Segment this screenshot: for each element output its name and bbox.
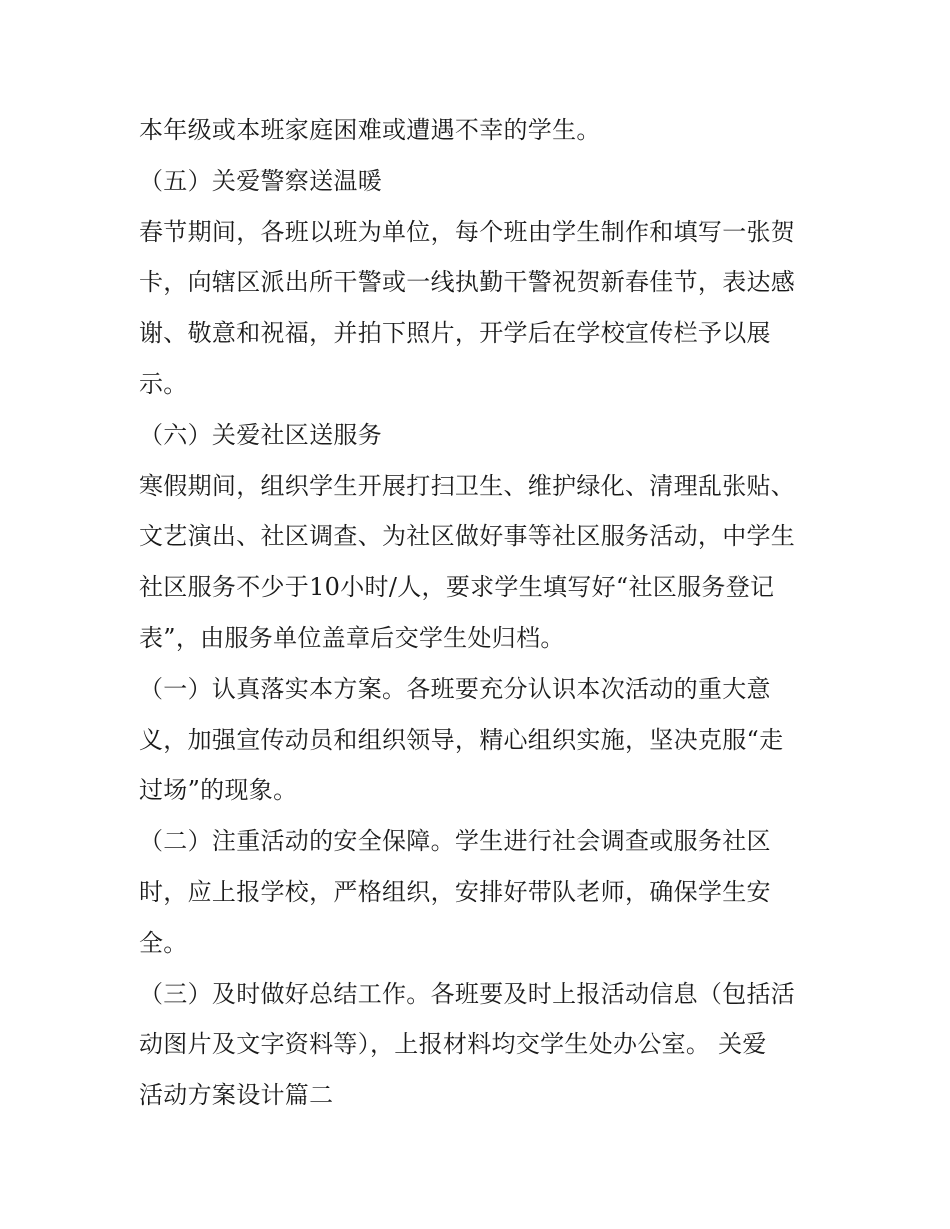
text-line: 表”，由服务单位盖章后交学生处归档。	[139, 623, 565, 652]
text-line: 时，应上报学校，严格组织，安排好带队老师，确保学生安	[139, 877, 771, 906]
text-line: （三）及时做好总结工作。各班要及时上报活动信息（包括活	[139, 979, 796, 1008]
text-line: 全。	[139, 928, 188, 957]
text-line: 文艺演出、社区调查、为社区做好事等社区服务活动，中学生	[139, 522, 796, 551]
section-heading: （五）关爱警察送温暖	[139, 166, 382, 195]
text-line: 春节期间，各班以班为单位，每个班由学生制作和填写一张贺	[139, 217, 796, 246]
text-line: 义，加强宣传动员和组织领导，精心组织实施，坚决克服“走	[139, 725, 784, 754]
document-body	[139, 105, 819, 1121]
text-line: （一）认真落实本方案。各班要充分认识本次活动的重大意	[139, 674, 771, 703]
text-line: 本年级或本班家庭困难或遭遇不幸的学生。	[139, 116, 601, 144]
text-line: 活动方案设计篇二	[139, 1081, 334, 1110]
text-line: 过场”的现象。	[139, 776, 298, 805]
text-line: 动图片及文字资料等），上报材料均交学生处办公室。 关爱	[139, 1030, 767, 1059]
text-line: （二）注重活动的安全保障。学生进行社会调查或服务社区	[139, 827, 771, 856]
text-line: 寒假期间，组织学生开展打扫卫生、维护绿化、清理乱张贴、	[139, 471, 796, 500]
section-heading: （六）关爱社区送服务	[139, 420, 382, 449]
text-line: 社区服务不少于10小时/人，要求学生填写好“社区服务登记	[139, 573, 775, 602]
text-line: 谢、敬意和祝福，并拍下照片，开学后在学校宣传栏予以展	[139, 319, 771, 348]
text-line: 示。	[139, 369, 188, 398]
text-line: 卡，向辖区派出所干警或一线执勤干警祝贺新春佳节，表达感	[139, 268, 796, 297]
